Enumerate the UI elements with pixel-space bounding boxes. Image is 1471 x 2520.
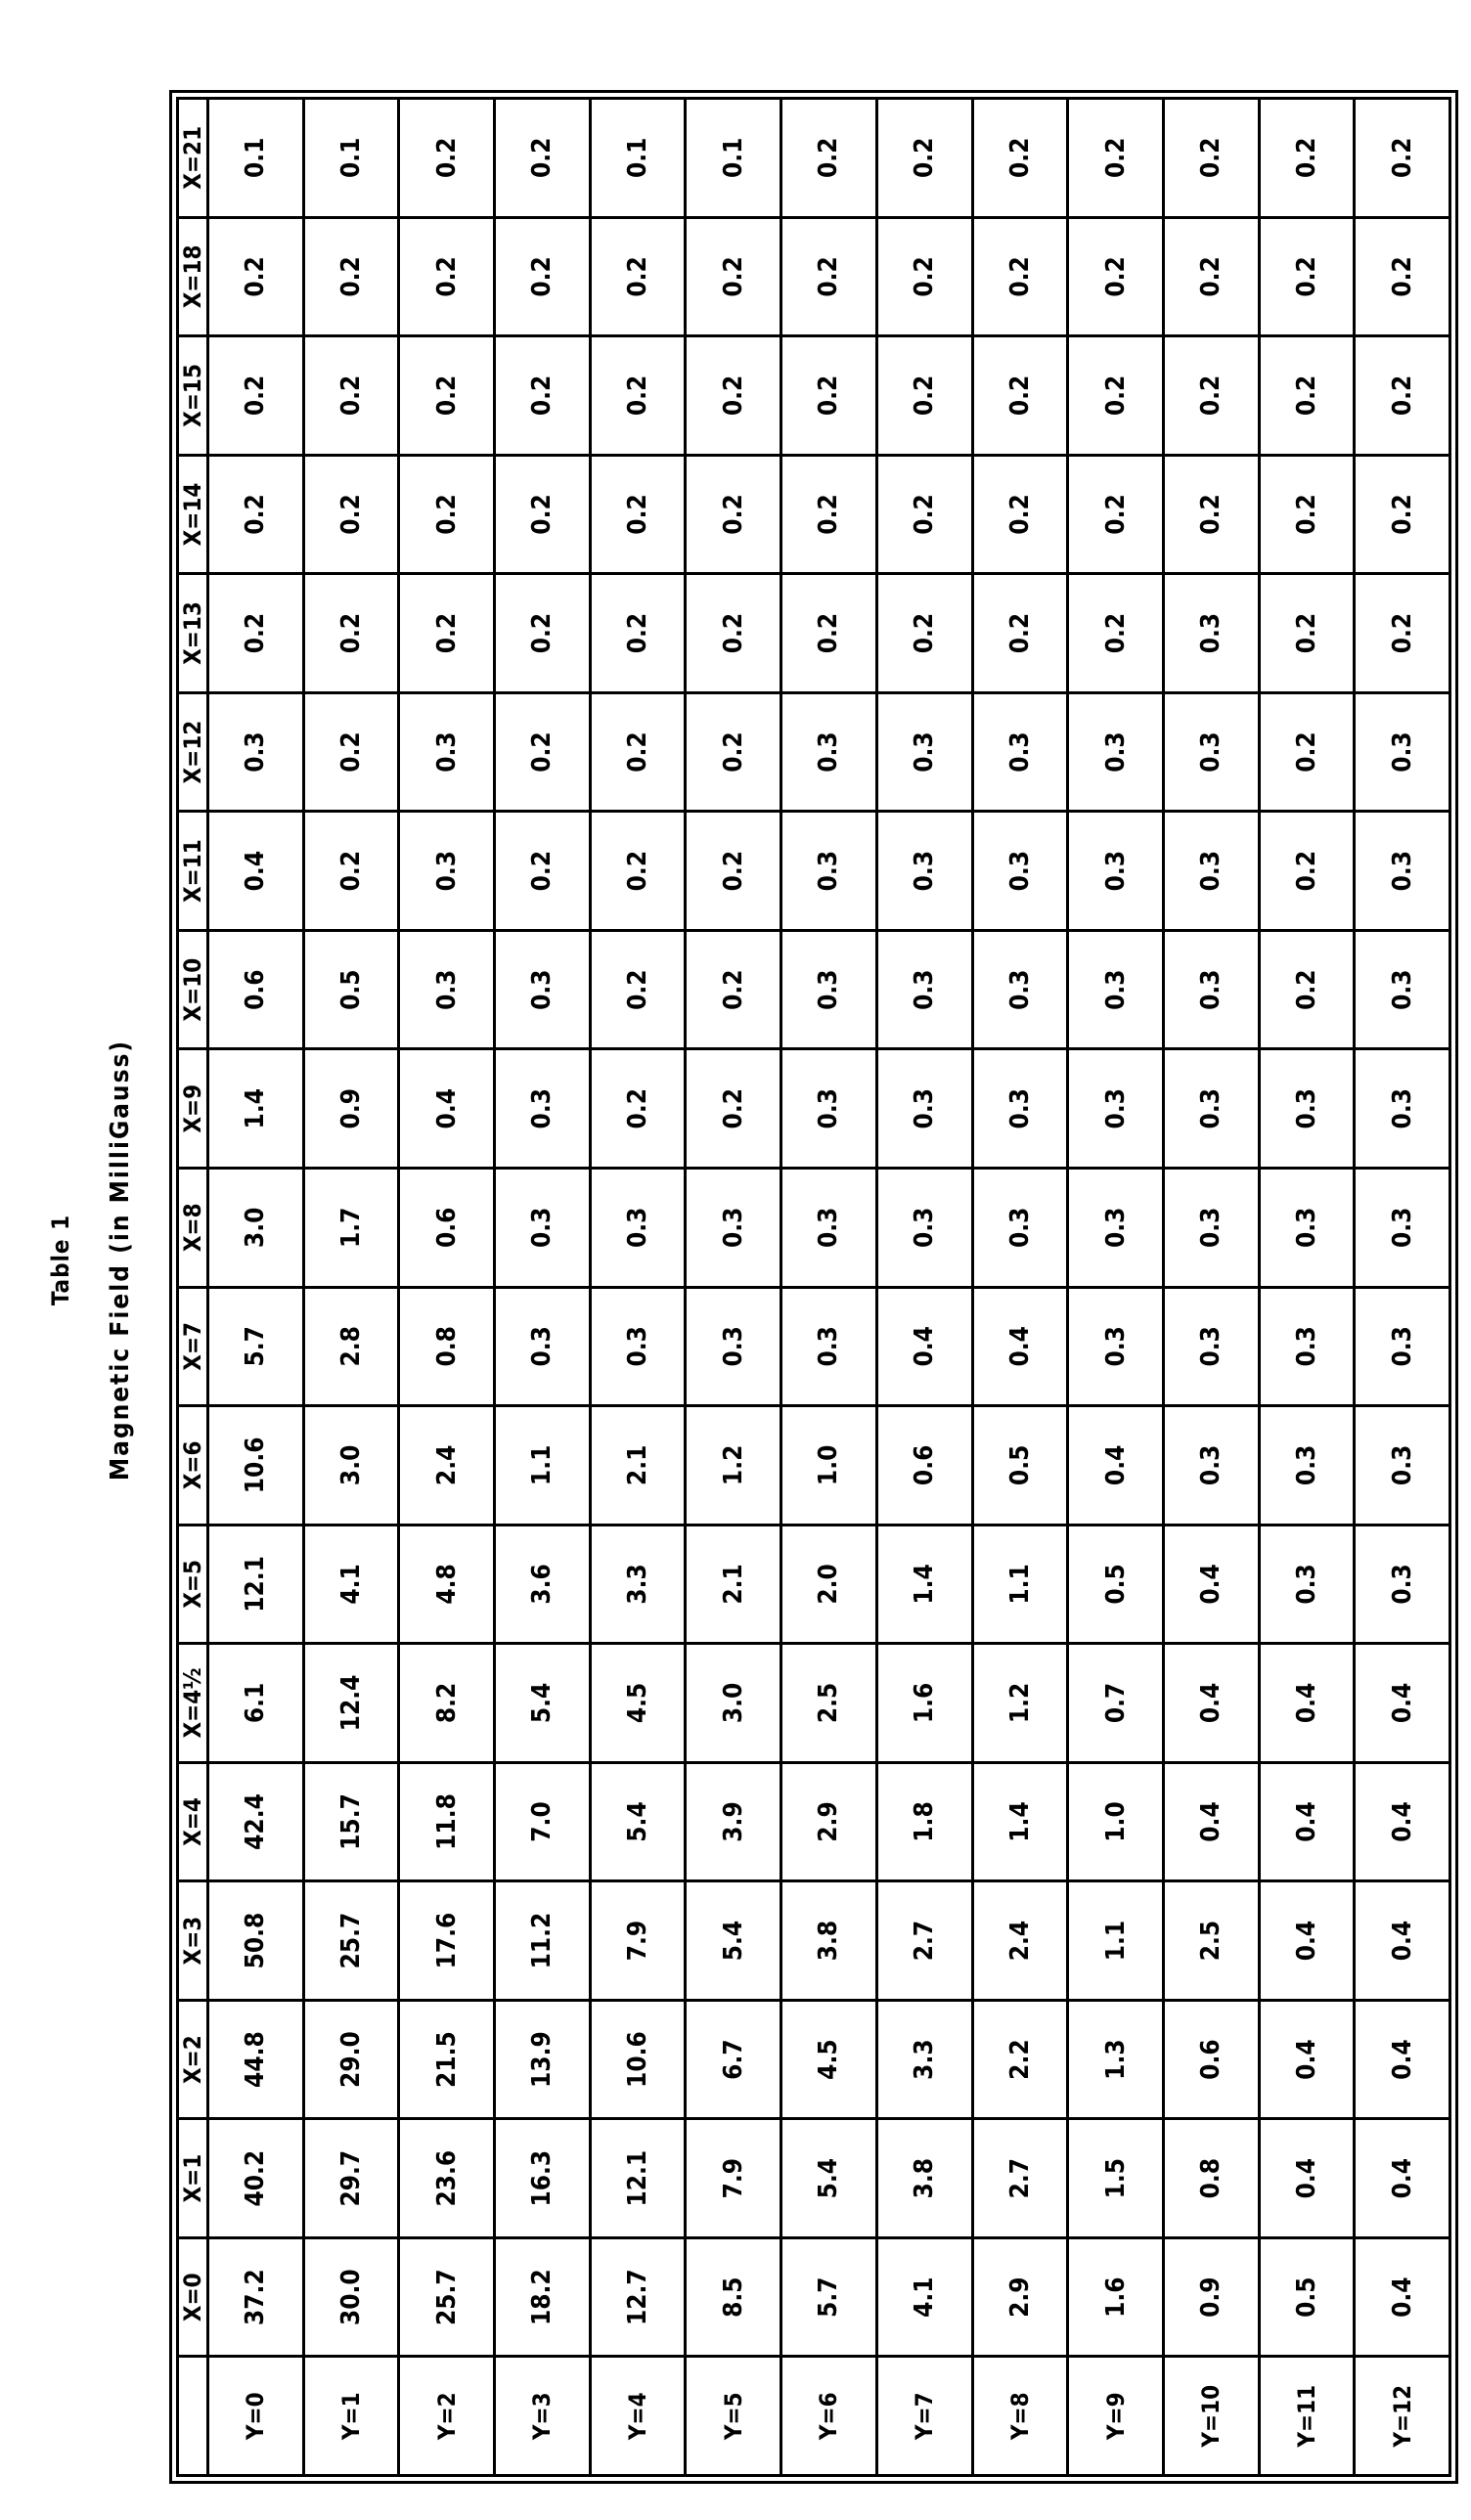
table-cell: 0.2 xyxy=(972,455,1068,574)
table-cell: 0.2 xyxy=(1259,99,1355,218)
table-cell: 4.1 xyxy=(303,1525,399,1644)
table-cell: 0.2 xyxy=(686,455,781,574)
table-cell: 0.2 xyxy=(208,217,304,336)
table-cell: 5.4 xyxy=(495,1644,591,1763)
table-cell: 0.2 xyxy=(495,692,591,812)
table-cell: 0.6 xyxy=(1163,2000,1259,2119)
table-cell: 30.0 xyxy=(303,2237,399,2357)
table-cell: 0.2 xyxy=(686,574,781,693)
table-cell: 50.8 xyxy=(208,1881,304,2001)
table-cell: 1.5 xyxy=(1068,2119,1164,2238)
table-cell: 0.2 xyxy=(972,99,1068,218)
table-cell: 16.3 xyxy=(495,2119,591,2238)
table-cell: 0.3 xyxy=(495,1049,591,1169)
table-cell: 2.9 xyxy=(781,1762,877,1881)
table-cell: 0.4 xyxy=(1068,1406,1164,1525)
table-cell: 0.5 xyxy=(1259,2237,1355,2357)
table-cell: 0.4 xyxy=(1355,1881,1450,2001)
table-row xyxy=(303,99,399,2476)
table-cell: 29.0 xyxy=(303,2000,399,2119)
table-cell: 0.2 xyxy=(1355,455,1450,574)
table-cell: 0.3 xyxy=(1163,930,1259,1049)
table-cell: 0.3 xyxy=(686,1287,781,1406)
table-cell: 3.6 xyxy=(495,1525,591,1644)
table-cell: 0.3 xyxy=(1355,1525,1450,1644)
table-row xyxy=(495,99,591,2476)
table-cell: 0.2 xyxy=(1355,336,1450,456)
table-cell: 15.7 xyxy=(303,1762,399,1881)
table-cell: 0.2 xyxy=(495,217,591,336)
table-cell: 0.2 xyxy=(686,1049,781,1169)
table-cell: 0.2 xyxy=(876,574,972,693)
column-header: X=3 xyxy=(178,1881,208,2001)
table-cell: 0.3 xyxy=(399,812,495,931)
table-cell: 1.7 xyxy=(303,1168,399,1287)
table-cell: 0.9 xyxy=(303,1049,399,1169)
table-cell: 0.2 xyxy=(781,336,877,456)
table-row xyxy=(1068,99,1164,2476)
table-cell: 0.3 xyxy=(781,1287,877,1406)
table-cell: 0.2 xyxy=(876,99,972,218)
table-cell: 0.3 xyxy=(1259,1287,1355,1406)
table-cell: 0.2 xyxy=(1259,455,1355,574)
table-cell: 0.3 xyxy=(1355,812,1450,931)
table-cell: 1.8 xyxy=(876,1762,972,1881)
table-cell: 4.5 xyxy=(781,2000,877,2119)
table-cell: 0.3 xyxy=(876,930,972,1049)
table-cell: 0.3 xyxy=(1355,1406,1450,1525)
table-cell: 12.7 xyxy=(590,2237,686,2357)
table-row xyxy=(876,99,972,2476)
table-cell: 0.2 xyxy=(590,574,686,693)
table-cell: 0.2 xyxy=(303,574,399,693)
table-cell: 0.2 xyxy=(1163,455,1259,574)
table-cell: 0.3 xyxy=(1355,1287,1450,1406)
table-cell: 0.3 xyxy=(495,1168,591,1287)
column-header: X=12 xyxy=(178,692,208,812)
table-cell: 0.3 xyxy=(781,1049,877,1169)
table-cell: 0.3 xyxy=(1259,1525,1355,1644)
table-cell: 25.7 xyxy=(399,2237,495,2357)
table-cell: 0.2 xyxy=(208,455,304,574)
table-cell: 0.3 xyxy=(399,692,495,812)
table-cell: 11.8 xyxy=(399,1762,495,1881)
table-cell: 3.0 xyxy=(686,1644,781,1763)
table-cell: 1.0 xyxy=(781,1406,877,1525)
table-cell: 0.4 xyxy=(1355,2000,1450,2119)
table-cell: 0.3 xyxy=(495,1287,591,1406)
table-cell: 1.4 xyxy=(208,1049,304,1169)
row-header: Y=4 xyxy=(590,2357,686,2476)
table-cell: 0.3 xyxy=(399,930,495,1049)
table-cell: 0.5 xyxy=(303,930,399,1049)
magnetic-field-table xyxy=(176,97,1451,2477)
table-cell: 0.3 xyxy=(1163,692,1259,812)
table-cell: 0.5 xyxy=(972,1406,1068,1525)
table-cell: 0.1 xyxy=(686,99,781,218)
table-title: Table 1 xyxy=(47,1214,74,1306)
table-cell: 0.2 xyxy=(686,930,781,1049)
table-cell: 0.4 xyxy=(1259,2119,1355,2238)
table-cell: 3.8 xyxy=(781,1881,877,2001)
column-header: X=4½ xyxy=(178,1644,208,1763)
table-cell: 0.2 xyxy=(1259,217,1355,336)
table-cell: 0.3 xyxy=(495,930,591,1049)
table-cell: 0.4 xyxy=(1163,1762,1259,1881)
table-cell: 0.2 xyxy=(303,336,399,456)
table-row xyxy=(208,99,304,2476)
table-cell: 37.2 xyxy=(208,2237,304,2357)
column-header: X=6 xyxy=(178,1406,208,1525)
table-cell: 0.2 xyxy=(303,455,399,574)
table-cell: 2.7 xyxy=(876,1881,972,2001)
table-cell: 0.3 xyxy=(1355,1168,1450,1287)
table-cell: 0.3 xyxy=(1259,1406,1355,1525)
table-cell: 1.0 xyxy=(1068,1762,1164,1881)
table-cell: 0.3 xyxy=(686,1168,781,1287)
table-cell: 0.2 xyxy=(590,1049,686,1169)
table-cell: 0.4 xyxy=(1259,2000,1355,2119)
table-cell: 1.6 xyxy=(876,1644,972,1763)
table-cell: 5.4 xyxy=(590,1762,686,1881)
row-header: Y=3 xyxy=(495,2357,591,2476)
column-header: X=2 xyxy=(178,2000,208,2119)
table-cell: 2.4 xyxy=(972,1881,1068,2001)
table-cell: 0.2 xyxy=(1163,336,1259,456)
table-cell: 0.3 xyxy=(1163,1287,1259,1406)
table-cell: 0.4 xyxy=(972,1287,1068,1406)
table-cell: 0.2 xyxy=(876,217,972,336)
table-cell: 2.7 xyxy=(972,2119,1068,2238)
table-cell: 0.2 xyxy=(876,336,972,456)
table-cell: 21.5 xyxy=(399,2000,495,2119)
table-cell: 0.3 xyxy=(1355,692,1450,812)
table-cell: 42.4 xyxy=(208,1762,304,1881)
table-cell: 0.2 xyxy=(399,574,495,693)
table-cell: 0.2 xyxy=(1068,336,1164,456)
table-row xyxy=(590,99,686,2476)
table-cell: 0.2 xyxy=(1068,574,1164,693)
table-cell: 0.2 xyxy=(1355,99,1450,218)
table-cell: 0.4 xyxy=(1259,1644,1355,1763)
table-cell: 4.1 xyxy=(876,2237,972,2357)
table-cell: 0.3 xyxy=(972,692,1068,812)
table-cell: 0.3 xyxy=(781,812,877,931)
table-cell: 4.8 xyxy=(399,1525,495,1644)
table-cell: 12.1 xyxy=(590,2119,686,2238)
table-cell: 2.0 xyxy=(781,1525,877,1644)
column-header: X=0 xyxy=(178,2237,208,2357)
table-cell: 0.3 xyxy=(1068,1287,1164,1406)
table-cell: 0.3 xyxy=(876,692,972,812)
column-header: X=8 xyxy=(178,1168,208,1287)
table-cell: 5.7 xyxy=(208,1287,304,1406)
table-cell: 0.3 xyxy=(1068,692,1164,812)
table-cell: 0.2 xyxy=(1068,99,1164,218)
table-cell: 0.3 xyxy=(972,1049,1068,1169)
table-cell: 0.2 xyxy=(781,99,877,218)
table-cell: 0.2 xyxy=(590,336,686,456)
table-cell: 0.2 xyxy=(781,455,877,574)
table-cell: 0.2 xyxy=(1068,455,1164,574)
table-cell: 0.2 xyxy=(686,336,781,456)
table-cell: 0.3 xyxy=(972,812,1068,931)
row-header: Y=6 xyxy=(781,2357,877,2476)
table-cell: 2.5 xyxy=(1163,1881,1259,2001)
table-cell: 0.3 xyxy=(1163,1406,1259,1525)
table-cell: 0.2 xyxy=(686,217,781,336)
table-cell: 2.4 xyxy=(399,1406,495,1525)
table-cell: 0.4 xyxy=(876,1287,972,1406)
table-cell: 13.9 xyxy=(495,2000,591,2119)
table-cell: 0.2 xyxy=(495,336,591,456)
table-cell: 44.8 xyxy=(208,2000,304,2119)
row-header: Y=5 xyxy=(686,2357,781,2476)
table-cell: 0.3 xyxy=(1355,930,1450,1049)
table-row xyxy=(686,99,781,2476)
table-cell: 0.3 xyxy=(1163,812,1259,931)
table-cell: 7.0 xyxy=(495,1762,591,1881)
row-header: Y=7 xyxy=(876,2357,972,2476)
table-cell: 0.3 xyxy=(1355,1049,1450,1169)
header-row xyxy=(178,99,208,2476)
column-header: X=21 xyxy=(178,99,208,218)
table-cell: 0.8 xyxy=(399,1287,495,1406)
table-cell: 0.4 xyxy=(1163,1525,1259,1644)
table-cell: 0.2 xyxy=(972,574,1068,693)
table-cell: 5.7 xyxy=(781,2237,877,2357)
table-cell: 6.1 xyxy=(208,1644,304,1763)
table-cell: 1.1 xyxy=(495,1406,591,1525)
column-header: X=14 xyxy=(178,455,208,574)
row-header: Y=1 xyxy=(303,2357,399,2476)
table-cell: 0.3 xyxy=(781,930,877,1049)
table-cell: 0.2 xyxy=(1163,217,1259,336)
table-cell: 0.3 xyxy=(1068,1049,1164,1169)
column-header: X=9 xyxy=(178,1049,208,1169)
table-cell: 0.2 xyxy=(590,812,686,931)
table-cell: 5.4 xyxy=(781,2119,877,2238)
table-cell: 0.3 xyxy=(972,1168,1068,1287)
table-cell: 29.7 xyxy=(303,2119,399,2238)
column-header: X=5 xyxy=(178,1525,208,1644)
table-cell: 0.3 xyxy=(781,1168,877,1287)
table-cell: 0.2 xyxy=(1068,217,1164,336)
table-cell: 0.2 xyxy=(399,336,495,456)
table-cell: 0.2 xyxy=(303,692,399,812)
table-cell: 0.2 xyxy=(1259,812,1355,931)
table-cell: 0.6 xyxy=(399,1168,495,1287)
table-cell: 0.7 xyxy=(1068,1644,1164,1763)
corner-cell xyxy=(178,2357,208,2476)
table-cell: 4.5 xyxy=(590,1644,686,1763)
table-cell: 0.2 xyxy=(495,574,591,693)
table-cell: 1.1 xyxy=(1068,1881,1164,2001)
table-cell: 0.8 xyxy=(1163,2119,1259,2238)
table-row xyxy=(1259,99,1355,2476)
table-cell: 0.3 xyxy=(876,1049,972,1169)
column-header: X=4 xyxy=(178,1762,208,1881)
table-cell: 1.4 xyxy=(876,1525,972,1644)
table-cell: 0.2 xyxy=(495,455,591,574)
table-cell: 12.4 xyxy=(303,1644,399,1763)
table-cell: 0.2 xyxy=(303,812,399,931)
table-cell: 17.6 xyxy=(399,1881,495,2001)
column-header: X=15 xyxy=(178,336,208,456)
table-cell: 0.2 xyxy=(208,336,304,456)
table-cell: 0.2 xyxy=(399,455,495,574)
column-header: X=11 xyxy=(178,812,208,931)
table-cell: 0.1 xyxy=(208,99,304,218)
table-cell: 0.3 xyxy=(1163,574,1259,693)
table-cell: 2.1 xyxy=(590,1406,686,1525)
table-cell: 0.2 xyxy=(1259,692,1355,812)
table-cell: 8.2 xyxy=(399,1644,495,1763)
table-cell: 3.9 xyxy=(686,1762,781,1881)
row-header: Y=2 xyxy=(399,2357,495,2476)
table-cell: 8.5 xyxy=(686,2237,781,2357)
table-cell: 1.6 xyxy=(1068,2237,1164,2357)
column-header: X=7 xyxy=(178,1287,208,1406)
table-cell: 0.6 xyxy=(208,930,304,1049)
table-cell: 0.3 xyxy=(1163,1168,1259,1287)
table-cell: 0.2 xyxy=(303,217,399,336)
table-cell: 0.4 xyxy=(1259,1881,1355,2001)
row-header: Y=0 xyxy=(208,2357,304,2476)
table-cell: 0.2 xyxy=(972,217,1068,336)
table-cell: 0.2 xyxy=(590,692,686,812)
table-cell: 0.9 xyxy=(1163,2237,1259,2357)
table-cell: 7.9 xyxy=(590,1881,686,2001)
table-cell: 0.3 xyxy=(972,930,1068,1049)
column-header: X=1 xyxy=(178,2119,208,2238)
table-cell: 0.2 xyxy=(1163,99,1259,218)
column-header: X=13 xyxy=(178,574,208,693)
table-cell: 0.2 xyxy=(1259,574,1355,693)
table-cell: 0.1 xyxy=(590,99,686,218)
table-cell: 0.4 xyxy=(1355,2119,1450,2238)
table-cell: 0.3 xyxy=(1068,1168,1164,1287)
table-cell: 0.4 xyxy=(1355,1762,1450,1881)
table-cell: 0.3 xyxy=(876,812,972,931)
table-cell: 0.4 xyxy=(399,1049,495,1169)
table-cell: 18.2 xyxy=(495,2237,591,2357)
table-cell: 25.7 xyxy=(303,1881,399,2001)
table-cell: 0.1 xyxy=(303,99,399,218)
table-cell: 0.3 xyxy=(1259,1049,1355,1169)
table-cell: 1.2 xyxy=(686,1406,781,1525)
table-row xyxy=(1355,99,1450,2476)
table-cell: 3.3 xyxy=(590,1525,686,1644)
table-cell: 0.3 xyxy=(1259,1168,1355,1287)
table-cell: 0.2 xyxy=(1355,217,1450,336)
table-cell: 0.2 xyxy=(1259,336,1355,456)
table-frame xyxy=(169,90,1458,2484)
table-cell: 3.3 xyxy=(876,2000,972,2119)
table-cell: 6.7 xyxy=(686,2000,781,2119)
column-header: X=10 xyxy=(178,930,208,1049)
table-body xyxy=(208,99,1450,2476)
table-row xyxy=(399,99,495,2476)
table-row xyxy=(972,99,1068,2476)
table-cell: 0.4 xyxy=(1259,1762,1355,1881)
table-cell: 10.6 xyxy=(590,2000,686,2119)
table-cell: 0.2 xyxy=(590,455,686,574)
table-cell: 0.5 xyxy=(1068,1525,1164,1644)
table-cell: 0.2 xyxy=(1355,574,1450,693)
table-subtitle: Magnetic Field (in MilliGauss) xyxy=(106,1039,135,1481)
table-cell: 0.2 xyxy=(1259,930,1355,1049)
table-cell: 0.4 xyxy=(1163,1644,1259,1763)
table-cell: 0.2 xyxy=(208,574,304,693)
table-cell: 0.2 xyxy=(781,217,877,336)
row-header: Y=11 xyxy=(1259,2357,1355,2476)
table-row xyxy=(781,99,877,2476)
table-cell: 0.4 xyxy=(1355,2237,1450,2357)
table-row xyxy=(1163,99,1259,2476)
table-cell: 0.4 xyxy=(1355,1644,1450,1763)
table-cell: 0.3 xyxy=(590,1168,686,1287)
table-cell: 5.4 xyxy=(686,1881,781,2001)
table-cell: 10.6 xyxy=(208,1406,304,1525)
table-cell: 0.2 xyxy=(781,574,877,693)
table-cell: 0.6 xyxy=(876,1406,972,1525)
table-cell: 0.3 xyxy=(781,692,877,812)
table-cell: 0.3 xyxy=(1068,812,1164,931)
table-cell: 0.2 xyxy=(399,217,495,336)
table-cell: 3.0 xyxy=(303,1406,399,1525)
table-cell: 2.2 xyxy=(972,2000,1068,2119)
table-cell: 0.2 xyxy=(972,336,1068,456)
table-cell: 11.2 xyxy=(495,1881,591,2001)
table-cell: 0.4 xyxy=(208,812,304,931)
table-cell: 0.2 xyxy=(686,692,781,812)
column-header: X=18 xyxy=(178,217,208,336)
table-cell: 0.3 xyxy=(590,1287,686,1406)
row-header: Y=10 xyxy=(1163,2357,1259,2476)
row-header: Y=9 xyxy=(1068,2357,1164,2476)
table-cell: 0.2 xyxy=(495,812,591,931)
table-cell: 12.1 xyxy=(208,1525,304,1644)
table-cell: 2.5 xyxy=(781,1644,877,1763)
table-cell: 0.3 xyxy=(208,692,304,812)
table-cell: 2.1 xyxy=(686,1525,781,1644)
table-cell: 0.3 xyxy=(1068,930,1164,1049)
row-header: Y=8 xyxy=(972,2357,1068,2476)
table-cell: 0.2 xyxy=(686,812,781,931)
table-cell: 0.2 xyxy=(495,99,591,218)
table-cell: 2.9 xyxy=(972,2237,1068,2357)
table-cell: 23.6 xyxy=(399,2119,495,2238)
table-cell: 1.4 xyxy=(972,1762,1068,1881)
row-header: Y=12 xyxy=(1355,2357,1450,2476)
table-cell: 0.3 xyxy=(1163,1049,1259,1169)
table-cell: 0.2 xyxy=(876,455,972,574)
table-cell: 0.2 xyxy=(399,99,495,218)
table-cell: 0.2 xyxy=(590,217,686,336)
table-cell: 7.9 xyxy=(686,2119,781,2238)
table-cell: 3.0 xyxy=(208,1168,304,1287)
table-cell: 3.8 xyxy=(876,2119,972,2238)
table-cell: 0.2 xyxy=(590,930,686,1049)
table-cell: 1.1 xyxy=(972,1525,1068,1644)
table-cell: 1.2 xyxy=(972,1644,1068,1763)
table-cell: 1.3 xyxy=(1068,2000,1164,2119)
table-cell: 0.3 xyxy=(876,1168,972,1287)
table-cell: 40.2 xyxy=(208,2119,304,2238)
table-cell: 2.8 xyxy=(303,1287,399,1406)
